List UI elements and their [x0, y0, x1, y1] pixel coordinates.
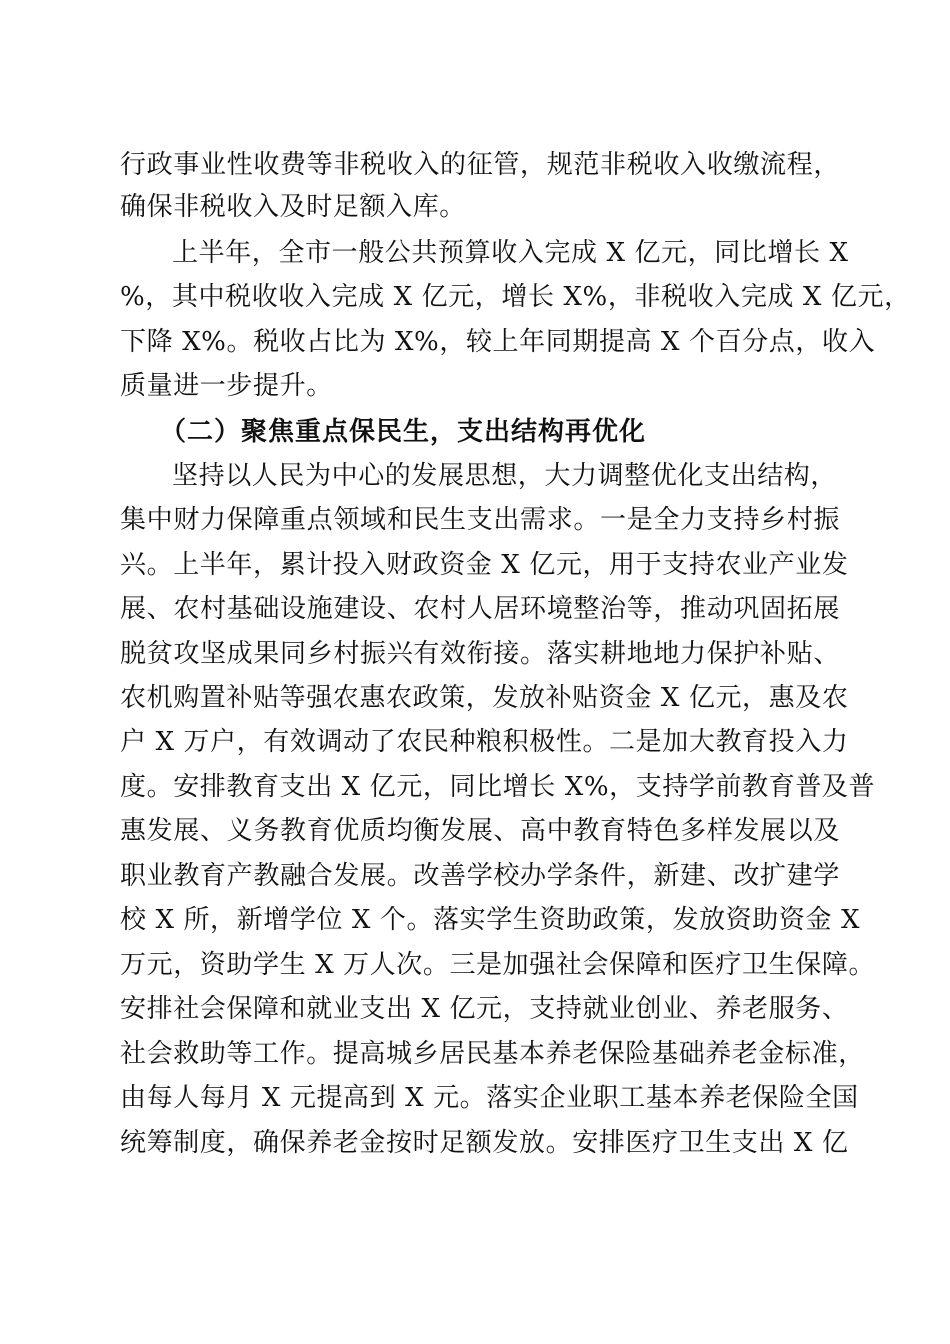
paragraph-line: 坚持以人民为中心的发展思想，大力调整优化支出结构， [172, 461, 838, 491]
paragraph-line: 度。安排教育支出 X 亿元，同比增长 X%，支持学前教育普及普 [120, 772, 876, 802]
paragraph-line: 行政事业性收费等非税收入的征管，规范非税收入收缴流程， [120, 150, 840, 180]
paragraph-line: 安排社会保障和就业支出 X 亿元，支持就业创业、养老服务、 [120, 994, 849, 1024]
paragraph-line: 户 X 万户，有效调动了农民种粮积极性。二是加大教育投入力 [120, 727, 849, 757]
paragraph-line: 社会救助等工作。提高城乡居民基本养老保险基础养老金标准， [120, 1039, 865, 1069]
paragraph-line: 集中财力保障重点领域和民生支出需求。一是全力支持乡村振 [120, 505, 840, 535]
paragraph-line: 由每人每月 X 元提高到 X 元。落实企业职工基本养老保险全国 [120, 1083, 859, 1113]
paragraph-line: 兴。上半年，累计投入财政资金 X 亿元，用于支持农业产业发 [120, 550, 849, 580]
paragraph-line: 确保非税收入及时足额入库。 [120, 192, 466, 222]
paragraph-line: 下降 X%。税收占比为 X%，较上年同期提高 X 个百分点，收入 [120, 327, 876, 357]
paragraph-line: 展、农村基础设施建设、农村人居环境整治等，推动巩固拓展 [120, 594, 840, 624]
paragraph-line: 质量进一步提升。 [120, 371, 333, 401]
paragraph-line: 统筹制度，确保养老金按时足额发放。安排医疗卫生支出 X 亿 [120, 1128, 849, 1158]
paragraph-line: 上半年，全市一般公共预算收入完成 X 亿元，同比增长 X [172, 238, 849, 268]
paragraph-line: 校 X 所，新增学位 X 个。落实学生资助政策，发放资助资金 X [120, 905, 861, 935]
paragraph-line: %，其中税收收入完成 X 亿元，增长 X%，非税收入完成 X 亿元， [120, 282, 911, 312]
section-heading: （二）聚焦重点保民生，支出结构再优化 [160, 417, 647, 447]
paragraph-line: 惠发展、义务教育优质均衡发展、高中教育特色多样发展以及 [120, 816, 840, 846]
paragraph-line: 职业教育产教融合发展。改善学校办学条件，新建、改扩建学 [120, 861, 840, 891]
paragraph-line: 农机购置补贴等强农惠农政策，发放补贴资金 X 亿元，惠及农 [120, 683, 849, 713]
paragraph-line: 脱贫攻坚成果同乡村振兴有效衔接。落实耕地地力保护补贴、 [120, 639, 840, 669]
paragraph-line: 万元，资助学生 X 万人次。三是加强社会保障和医疗卫生保障。 [120, 950, 876, 980]
